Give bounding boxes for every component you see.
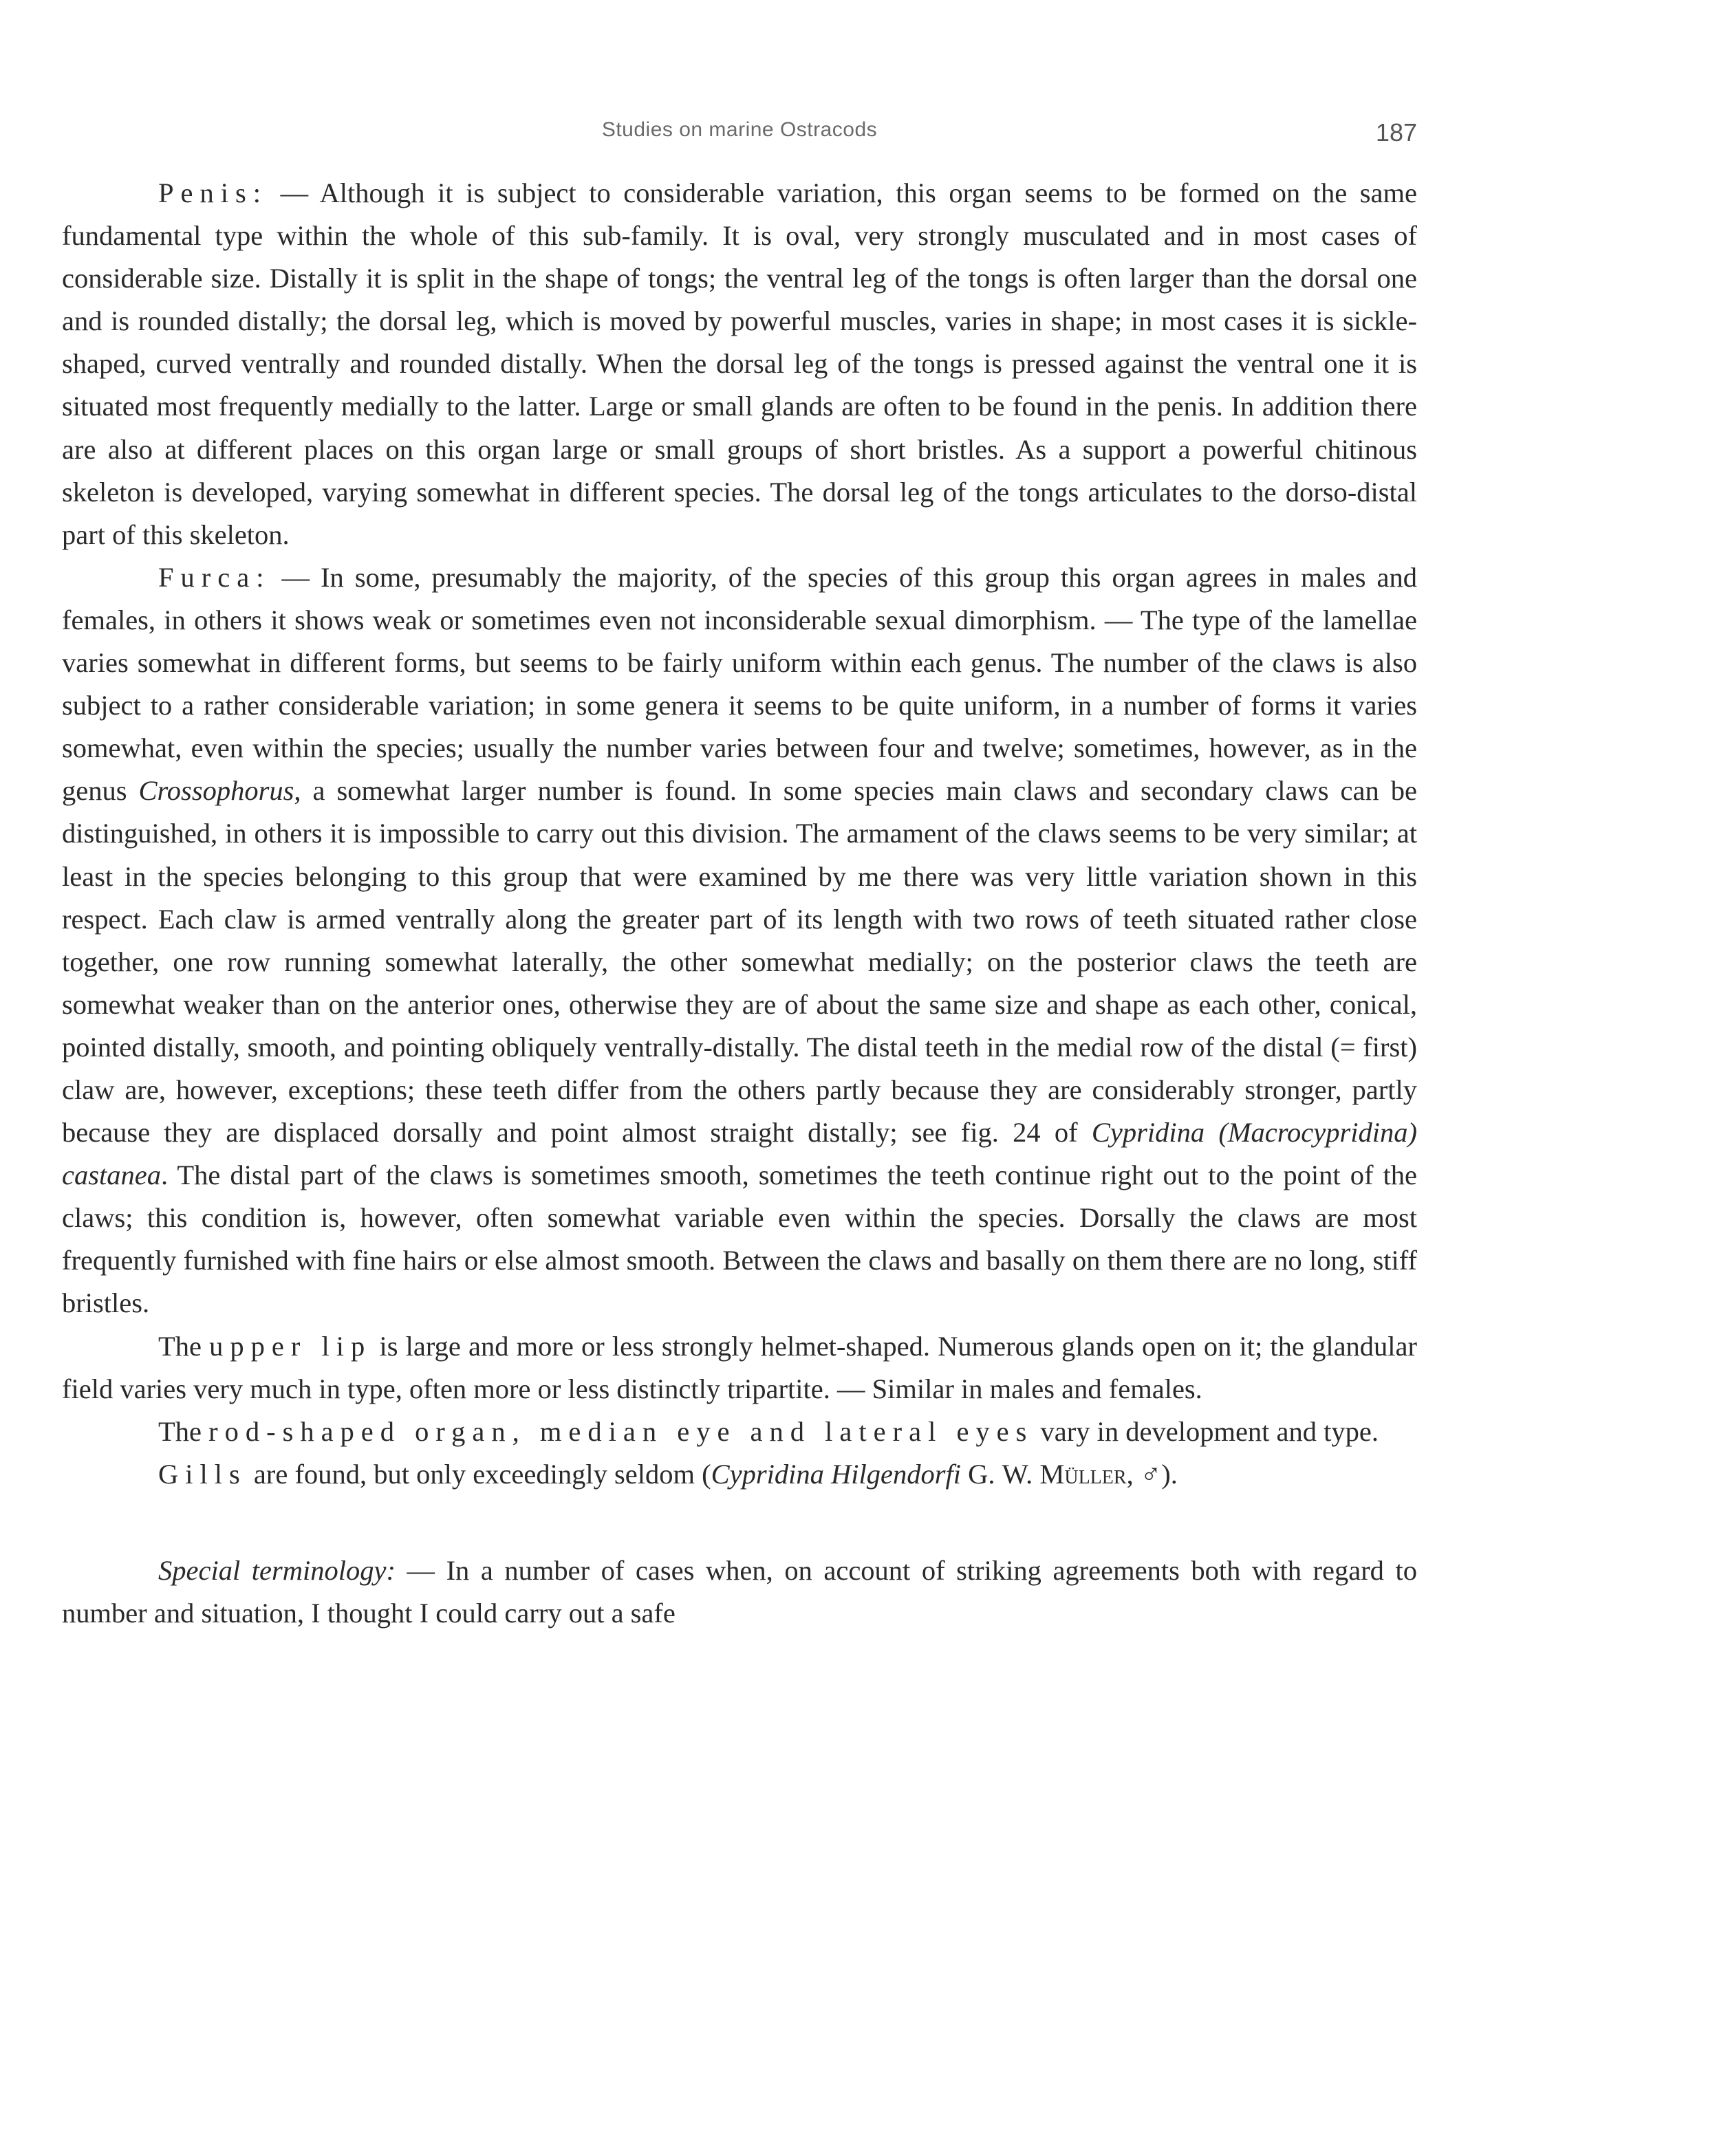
upper-lip-term: upper lip [209,1330,372,1362]
page-number: 187 [1375,118,1417,146]
penis-text: — Although it is subject to considerable variation, this organ seems to be formed on the same fundamental type within the whole of this sub-family. It is oval, very strongly musculated and in most cases of considerable size. Distally it is split in the shape of tongs; the ventral leg of the tongs is often larger than the dorsal one and is rounded distally; the dorsal leg, which is moved by powerful muscles, varies in shape; in most cases it is sickle-shaped, curved ventrally and rounded distally. When the dorsal leg of the tongs is pressed against the ventral one it is situated most frequently medially to the latter. Large or small glands are often to be found in the penis. In addition there are also at different places on this organ large or small groups of short bristles. As a support a powerful chitinous skeleton is developed, varying somewhat in different species. The dorsal leg of the tongs articulates to the dorso-distal part of this skeleton. [62,177,1417,550]
running-head [62,118,1417,160]
furca-text-1: — In some, presumably the majority, of the species of this group this organ agrees in males and females, in others it shows weak or sometimes even not inconsiderable sexual dimorphism. — The type of the lamellae varies somewhat in different forms, but seems to be fairly uniform within each genus. The number of the claws is also subject to a rather considerable variation; in some genera it seems to be quite uniform, in a number of forms it varies somewhat, even within the species; usually the number varies between four and twelve; sometimes, however, as in the genus [62,561,1417,807]
gills-species-name: Cypridina Hilgendorfi [711,1458,961,1490]
furca-genus-name: Crossophorus [138,775,294,807]
upper-lip-prefix: The [158,1330,210,1362]
paragraph-gills [62,1453,1417,1496]
gills-text-1: are found, but only exceedingly seldom ( [246,1458,711,1490]
gills-term: Gills [158,1458,247,1490]
body-text [62,172,1417,1635]
special-heading: Special terminology: [158,1554,396,1586]
gills-text-3: , ♂). [1126,1458,1178,1490]
rod-organ-prefix: The [158,1415,209,1447]
gills-text-2: G. [960,1458,1002,1490]
paragraph-rod-organ [62,1411,1417,1453]
special-text: — In a number of cases when, on account of striking agreements both with regard to number and situation, I thought I could carry out a safe [62,1554,1417,1629]
penis-heading: Penis: [158,177,268,208]
paragraph-furca [62,556,1417,1325]
paragraph-penis [62,172,1417,556]
furca-heading: Furca: [158,561,271,593]
rod-organ-term: rod-shaped organ, median eye and lateral eyes [208,1415,1034,1447]
paragraph-special-terminology [62,1549,1417,1635]
paragraph-upper-lip [62,1325,1417,1411]
upper-lip-text: is large and more or less strongly helmet-shaped. Numerous glands open on it; the glandular field varies very much in type, often more or less distinctly tripartite. — Similar in males and females. [62,1330,1418,1404]
rod-organ-text: vary in development and type. [1033,1415,1379,1447]
furca-species-name: Cypridina (Macrocypridina) castanea [62,1117,1417,1191]
furca-text-2: , a somewhat larger number is found. In some species main claws and secondary claws can be distinguished, in others it is impossible to carry out this division. The armament of the claws seems to be very similar; at least in the species belonging to this group that were examined by me there was very little variation shown in this respect. Each claw is armed ventrally along the greater part of its length with two rows of teeth situated rather close together, one row running somewhat laterally, the other somewhat medially; on the posterior claws the teeth are somewhat weaker than on the anterior ones, otherwise they are of about the same size and shape as each other, conical, pointed distally, smooth, and pointing obliquely ventrally-distally. The distal teeth in the medial row of the distal (= first) claw are, however, exceptions; these teeth differ from the others partly because they are considerably stronger, partly because they are displaced dorsally and point almost straight distally; see fig. 24 of [62,775,1417,1148]
furca-text-3: . The distal part of the claws is sometimes smooth, sometimes the teeth continue right out to the point of the claws; this condition is, however, often somewhat variable even within the species. Dorsally the claws are most frequently furnished with fine hairs or else almost smooth. Between the claws and basally on them there are no long, stiff bristles. [62,1159,1417,1319]
running-title: Studies on marine Ostracods [601,118,878,141]
gills-author: W. Müller [1002,1458,1127,1490]
